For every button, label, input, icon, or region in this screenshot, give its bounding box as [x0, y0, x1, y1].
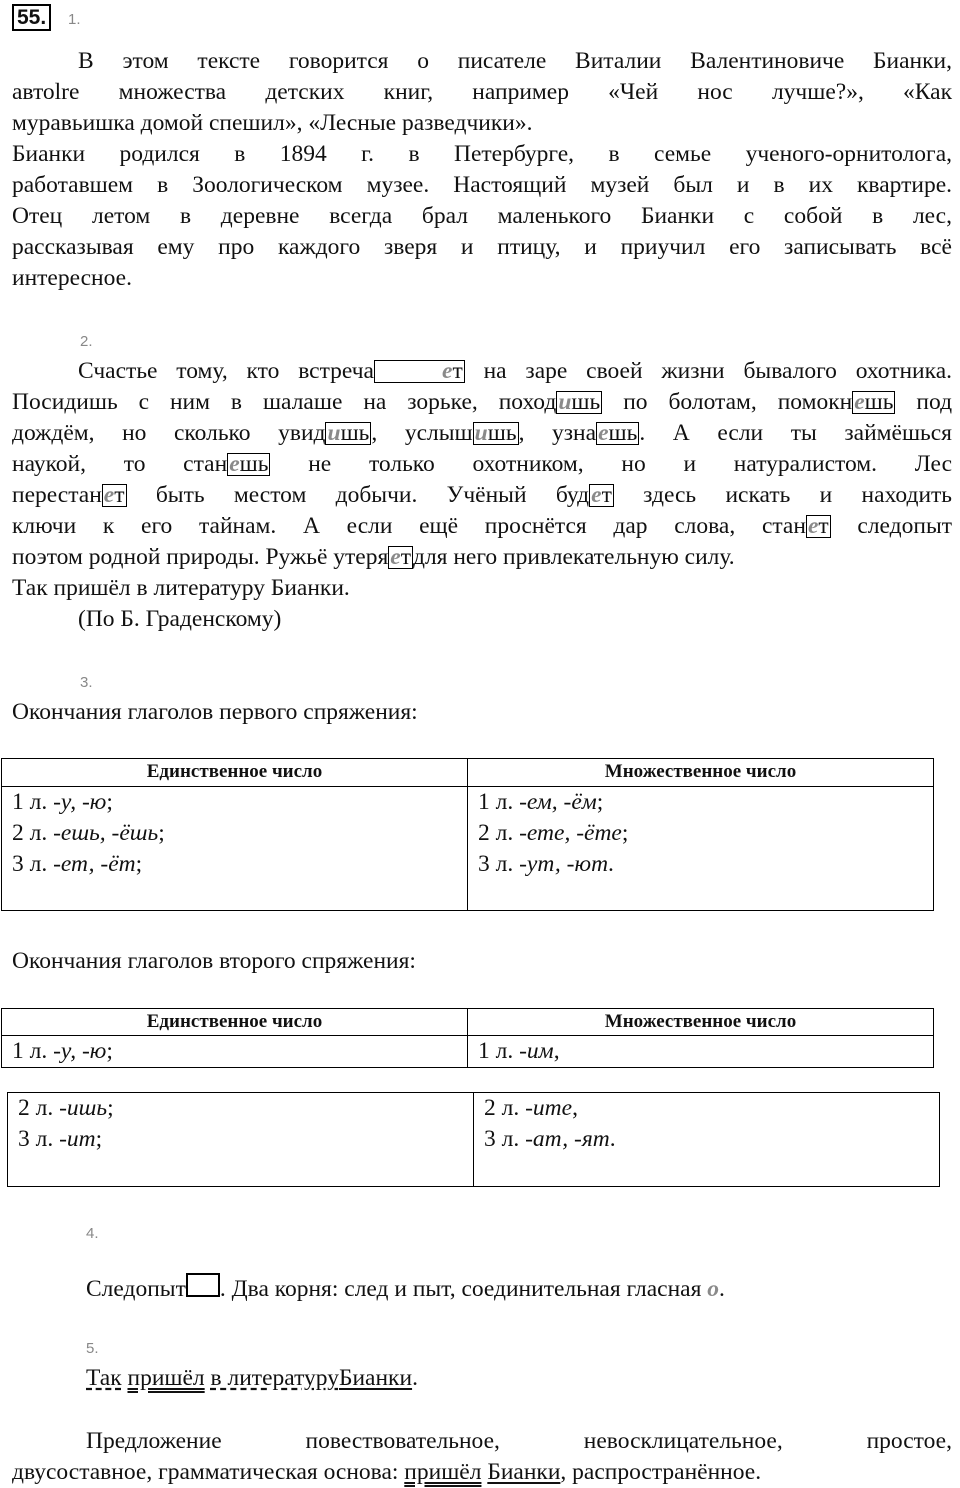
ending-box: [388, 546, 413, 569]
punct: ;: [106, 1038, 113, 1064]
p2-text: под: [916, 389, 953, 415]
person: 3 л.: [12, 851, 54, 877]
cell-singular: [2, 1036, 468, 1068]
p2-text: наукой, то стан: [12, 451, 228, 477]
connecting-vowel: о: [707, 1276, 720, 1302]
p2-source: (По Б. Граденскому): [78, 606, 282, 632]
section-4-text: [86, 1273, 725, 1305]
inserted-vowel: е: [442, 358, 453, 384]
p2-line-4: [12, 449, 952, 480]
inserted-vowel: е: [390, 544, 401, 570]
p2-text: по болотам, помокн: [623, 389, 853, 415]
predicate: пришёл: [127, 1365, 205, 1391]
ending-letters: т: [601, 482, 612, 508]
ending-letters: шь: [239, 451, 269, 477]
s4-text: . Два корня: след и пыт, соединительная гласная: [219, 1276, 708, 1302]
section-number-2: 2.: [80, 333, 93, 350]
table-1-caption: Окончания глаголов первого спряжения:: [12, 699, 418, 725]
p1-line-7: рассказывая ему про каждого зверя и птицу, и приучил его записывать всё: [12, 234, 952, 260]
section-number-4: 4.: [86, 1225, 99, 1242]
p2-text: . А если ты займёшься: [639, 420, 952, 446]
header-singular: Единственное число: [2, 759, 468, 787]
row-2: [18, 1093, 473, 1124]
punct: .: [608, 851, 614, 877]
p2-line-7: [12, 542, 952, 573]
inserted-vowel: е: [591, 482, 602, 508]
ending-box: [325, 422, 371, 445]
ending: -ут, -ют: [519, 851, 609, 877]
ending: -им: [519, 1038, 554, 1064]
p2-text: Посидишь с ним в шалаше на зорьке, поход: [12, 389, 557, 415]
ending: -ет, -ёт: [53, 851, 136, 877]
p2-text: быть местом добычи. Учёный буд: [155, 482, 590, 508]
p1-line-8: интересное.: [12, 265, 132, 291]
row-3: [18, 1124, 473, 1155]
ending-letters: т: [818, 513, 829, 539]
section-5-sentence: [86, 1363, 418, 1394]
row-2: [484, 1093, 939, 1124]
cell-singular: [8, 1093, 474, 1187]
p2-text: следопыт: [857, 513, 953, 539]
row-3: [478, 849, 933, 880]
predicate: пришёл: [404, 1459, 482, 1485]
ending-letters: т: [452, 358, 463, 384]
p2-text: дождём, но сколько увид: [12, 420, 326, 446]
inserted-vowel: е: [598, 420, 609, 446]
p2-text: перестан: [12, 482, 102, 508]
header-singular: Единственное число: [2, 1009, 468, 1036]
section-number-3: 3.: [80, 674, 93, 691]
cell-plural: [468, 1036, 934, 1068]
punct: ;: [135, 851, 143, 877]
p2-line-8: Так пришёл в литературу Бианки.: [12, 575, 350, 601]
paragraph-2: [12, 356, 952, 635]
ending-letters: шь: [864, 389, 894, 415]
ending: -у, -ю: [53, 789, 107, 815]
person: 1 л.: [478, 1038, 520, 1064]
punct: .: [609, 1126, 616, 1152]
desc-text: , распространённое.: [560, 1459, 762, 1485]
p1-line-1: В этом тексте говорится о писателе Виталии Валентиновиче Бианки,: [78, 48, 952, 74]
inserted-vowel: и: [558, 389, 572, 415]
ending-box: [852, 391, 895, 414]
subject: Бианки: [487, 1459, 561, 1485]
ending-letters: шь: [487, 420, 517, 446]
inserted-vowel: е: [229, 451, 240, 477]
table-2-caption: Окончания глаголов второго спряжения:: [12, 948, 416, 974]
table-first-conjugation: [1, 758, 934, 911]
ending-box: [102, 484, 127, 507]
p2-text: на заре своей жизни бывалого охотника.: [483, 358, 953, 384]
p2-line-6: [12, 511, 952, 542]
p2-text: , услыш: [371, 420, 473, 446]
p2-text: для него привлекательную силу.: [412, 544, 735, 570]
ending-box: [806, 515, 831, 538]
row-1: [478, 787, 933, 818]
desc-line-1: Предложение повествовательное, невосклицательное, простое,: [86, 1428, 952, 1454]
exercise-number: 55.: [12, 4, 51, 31]
adverbial: Так: [86, 1365, 122, 1391]
p2-text: , узна: [518, 420, 597, 446]
person: 2 л.: [484, 1095, 526, 1121]
ending-box: [473, 422, 519, 445]
person: 1 л.: [12, 1038, 54, 1064]
punct: ,: [553, 1038, 560, 1064]
row-2: [478, 818, 933, 849]
adverbial: в литературу: [210, 1365, 339, 1391]
ending: -ем, -ём: [519, 789, 597, 815]
p1-line-2: автоlre множества детских книг, например «Чей нос лучше?», «Как: [12, 79, 952, 105]
table-second-conjugation-bottom: [7, 1092, 940, 1187]
inserted-vowel: и: [474, 420, 488, 446]
ending: -ат, -ят: [525, 1126, 610, 1152]
punct: .: [412, 1365, 418, 1391]
ending-letters: т: [114, 482, 125, 508]
p1-line-6: Отец летом в деревне всегда брал маленького Бианки с собой в лес,: [12, 203, 952, 229]
ending: -ите: [525, 1095, 573, 1121]
cell-plural: [468, 787, 934, 911]
punct: ;: [621, 820, 629, 846]
ending: -ешь, -ёшь: [53, 820, 159, 846]
punct: ;: [95, 1126, 103, 1152]
punct: ;: [158, 820, 165, 846]
ending-box: [556, 391, 602, 414]
ending: -у, -ю: [53, 1038, 107, 1064]
inserted-vowel: е: [103, 482, 115, 508]
ending: -ит: [59, 1126, 96, 1152]
row-2: [12, 818, 467, 849]
p2-line-2: [12, 387, 952, 418]
person: 2 л.: [12, 820, 54, 846]
person: 3 л.: [478, 851, 520, 877]
p1-line-4: Бианки родился в 1894 г. в Петербурге, в семье ученого-орнитолога,: [12, 141, 952, 167]
zero-ending-box: [186, 1273, 220, 1297]
subject: Бианки: [338, 1365, 413, 1391]
p2-text: не только охотником, но и натуралистом. Лес: [308, 451, 953, 477]
inserted-vowel: и: [327, 420, 341, 446]
p2-text: ключи к его тайнам. А если ещё проснётся дар слова, стан: [12, 513, 806, 539]
section-number-5: 5.: [86, 1340, 99, 1357]
punct: ,: [572, 1095, 578, 1121]
ending-box: [596, 422, 639, 445]
row-1: [12, 787, 467, 818]
ending: -ете, -ёте: [519, 820, 622, 846]
punct: ;: [107, 1095, 114, 1121]
p2-line-3: [12, 418, 952, 449]
row-3: [12, 849, 467, 880]
person: 2 л.: [478, 820, 520, 846]
p2-text: поэтом родной природы. Ружьё утеря: [12, 544, 389, 570]
punct: ;: [106, 789, 113, 815]
punct: ;: [596, 789, 604, 815]
header-plural: Множественное число: [468, 1009, 934, 1036]
p1-line-5: работавшем в Зоологическом музее. Настоящий музей был и в их квартире.: [12, 172, 952, 198]
desc-text: двусоставное, грамматическая основа:: [12, 1459, 405, 1485]
ending-box: [227, 453, 270, 476]
person: 3 л.: [18, 1126, 60, 1152]
cell-singular: [2, 787, 468, 911]
p1-line-3: муравьишка домой спешил», «Лесные разведчики».: [12, 110, 533, 136]
inserted-vowel: е: [854, 389, 865, 415]
person: 3 л.: [484, 1126, 526, 1152]
inserted-vowel: е: [807, 513, 819, 539]
person: 1 л.: [478, 789, 520, 815]
p2-text: Счастье тому, кто встреча: [78, 358, 374, 384]
ending-box: [589, 484, 614, 507]
s4-punct: .: [719, 1276, 725, 1302]
person: 1 л.: [12, 789, 54, 815]
ending-letters: т: [400, 544, 411, 570]
section-number-1: 1.: [68, 11, 81, 28]
desc-line-2: [12, 1457, 952, 1488]
row-3: [484, 1124, 939, 1155]
exercise-number-block: [12, 6, 51, 30]
ending-letters: шь: [340, 420, 370, 446]
ending-letters: шь: [571, 389, 601, 415]
ending-box: [374, 360, 465, 383]
cell-plural: [474, 1093, 940, 1187]
ending-letters: шь: [608, 420, 638, 446]
word: Следопыт: [86, 1276, 186, 1302]
person: 2 л.: [18, 1095, 60, 1121]
p2-line-1: [12, 356, 952, 387]
table-second-conjugation-top: [1, 1008, 934, 1068]
paragraph-1: [12, 46, 952, 294]
p2-line-5: [12, 480, 952, 511]
section-5-description: [12, 1426, 952, 1488]
ending: -ишь: [59, 1095, 108, 1121]
p2-text: здесь искать и находить: [643, 482, 953, 508]
header-plural: Множественное число: [468, 759, 934, 787]
